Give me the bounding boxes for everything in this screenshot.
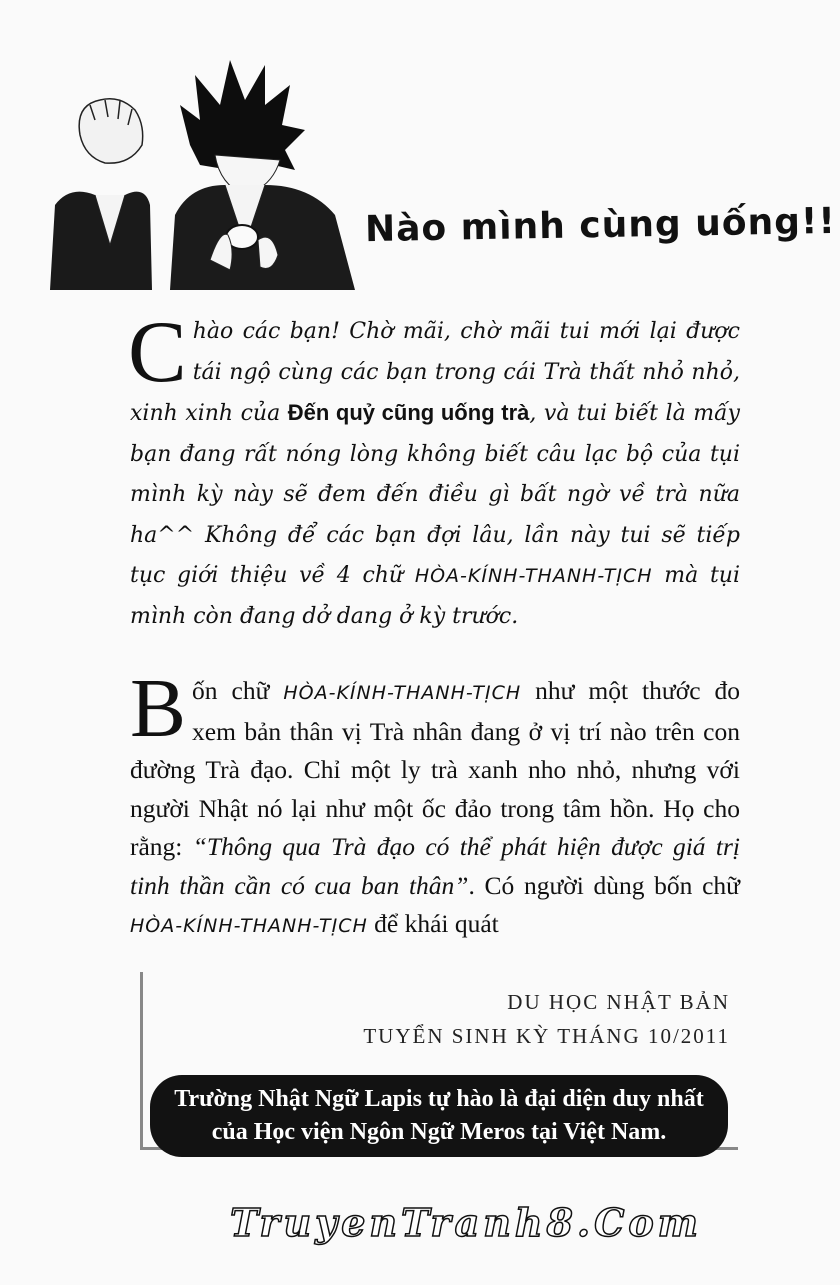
ad-banner-line-1: Trường Nhật Ngữ Lapis tự hào là đại diện duy nhất	[174, 1086, 704, 1112]
ad-line-2: TUYỂN SINH KỲ THÁNG 10/2011	[363, 1024, 730, 1048]
body-text: như một thước đo xem bản thân vị Trà nhân đang ở vị trí nào trên con đường Trà đạo. Chỉ một ly trà xanh nho nhỏ, nhưng với người Nhật nó lại như một ốc đảo trong tâm hồn. Họ cho rằng:	[130, 676, 740, 861]
four-characters-term: HÒA-KÍNH-THANH-TỊCH	[283, 682, 522, 704]
four-characters-term: HÒA-KÍNH-THANH-TỊCH	[414, 565, 653, 587]
intro-line: tiếp tục giới thiệu về 4 chữ	[130, 522, 740, 588]
ad-headline	[300, 985, 730, 1053]
ad-banner	[150, 1075, 728, 1157]
series-title: Đến quỷ cũng uống trà	[287, 400, 530, 425]
intro-line: mới lại được tái ngộ cùng các bạn	[192, 319, 740, 385]
intro-line: trong cái Trà thất nhỏ nhỏ, xinh xinh của	[130, 359, 741, 426]
intro-line: mà tụi mình còn đang dở dang ở kỳ trước.	[130, 563, 741, 629]
body-text: để khái quát	[367, 909, 499, 938]
intro-paragraph	[128, 304, 741, 637]
manga-characters-illustration	[50, 45, 360, 295]
ad-banner-line-2: của Học viện Ngôn Ngữ Meros tại Việt Nam.	[211, 1119, 667, 1145]
four-characters-term: HÒA-KÍNH-THANH-TỊCH	[130, 915, 368, 937]
ad-line-1: DU HỌC NHẬT BẢN	[507, 990, 730, 1014]
dropcap-c: C	[128, 304, 187, 401]
dropcap-b: B	[130, 662, 187, 755]
intro-line: ha^^ Không để các bạn đợi lâu, lần này tui sẽ	[130, 522, 686, 548]
body-paragraph	[130, 662, 740, 946]
right-character-hair	[180, 60, 305, 170]
intro-line: rất nóng lòng không biết câu lạc bộ của tụi mình	[130, 441, 741, 507]
page-heading: Nào mình cùng uống!!	[364, 200, 837, 251]
body-text: ốn chữ	[192, 676, 284, 705]
intro-line: , và tui biết là mấy bạn đang	[130, 401, 740, 467]
quote: “Thông qua Trà đạo có thể phát hiện được giá trị tinh thần cần có cua ban thân”	[130, 832, 740, 900]
watermark: TruyenTranh8.Com	[230, 1200, 702, 1245]
intro-line: hào các bạn! Chờ mãi, chờ mãi tui	[192, 319, 590, 344]
body-text: . Có người dùng bốn chữ	[468, 870, 740, 900]
intro-line: kỳ này sẽ đem đến điều gì bất ngờ về trà nữa	[196, 482, 740, 507]
left-character	[79, 99, 143, 163]
